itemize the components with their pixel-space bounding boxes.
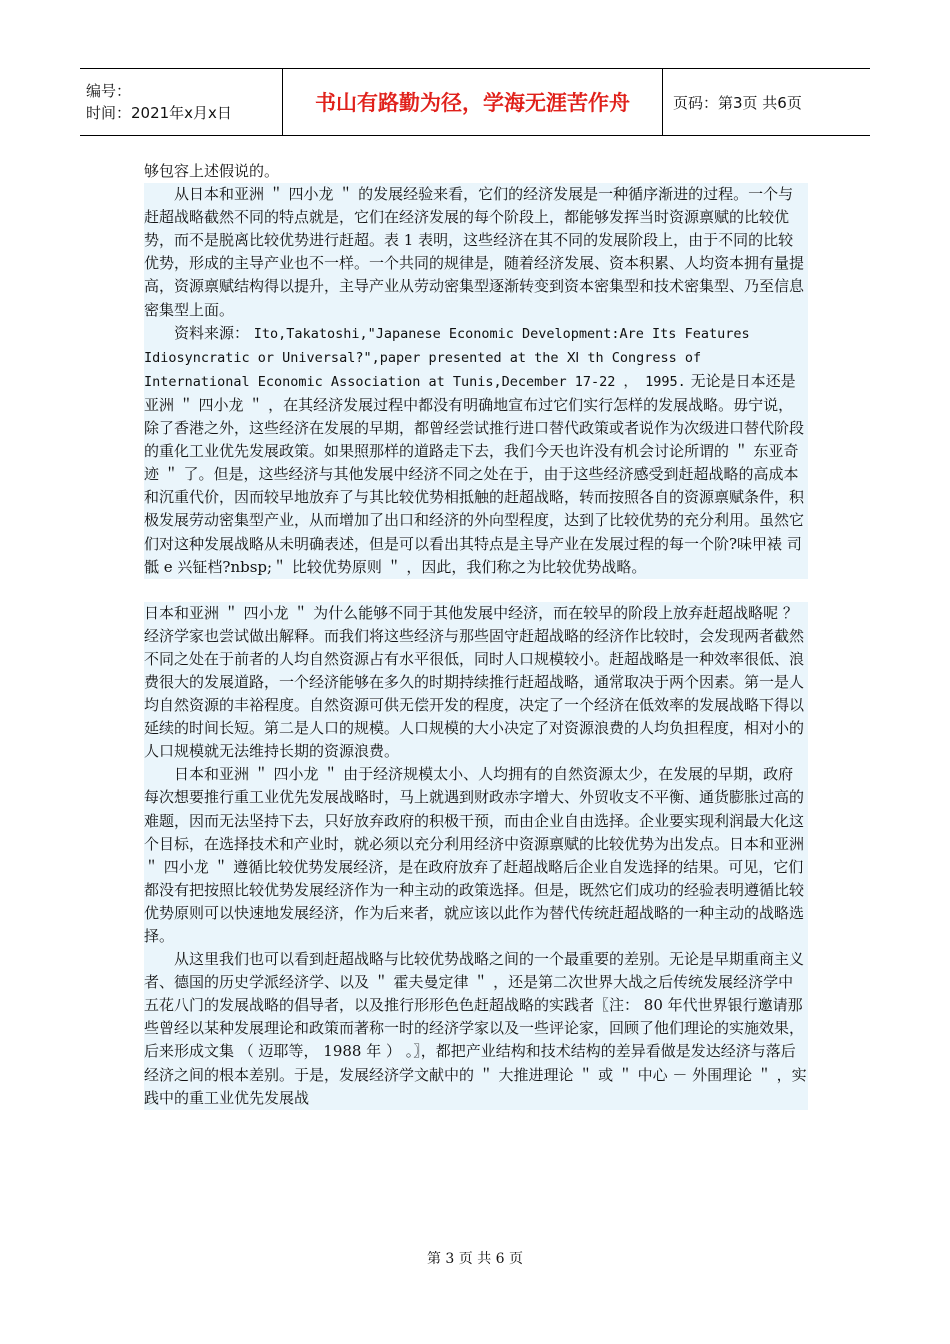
document-date-label: 时间：2021年x月x日 <box>86 104 232 122</box>
source-citation: Ito,Takatoshi,"Japanese Economic Development:Are Its Features Idiosyncratic or Universal?",paper presented at the Ⅺ th Congress of International Economic Association at Tunis,December 17-22 ， 1995. <box>144 325 750 390</box>
header-motto: 书山有路勤为径，学海无涯苦作舟 <box>315 91 630 115</box>
paragraph-4: 日本和亚洲 ＂ 四小龙 ＂ 为什么能够不同于其他发展中经济，而在较早的阶段上放弃赶超战略呢 ？ 经济学家也尝试做出解释。而我们将这些经济与那些固守赶超战略的经济作比较时，会发现两者截然不同之处在于前者的人均自然资源占有水平很低，同时人口规模较小。赶超战略是一种效率很低、浪费很大的发展道路，一个经济能够在多久的时期持续推行赶超战略，通常取决于两个因素。第一是人均自然资源的丰裕程度。自然资源可供无偿开发的程度，决定了一个经济在低效率的发展战略下得以延续的时间长短。第二是人口的规模。人口规模的大小决定了对资源浪费的人均负担程度，相对小的人口规模就无法维持长期的资源浪费。 <box>144 602 808 764</box>
paragraph-1: 够包容上述假说的。 <box>144 162 280 180</box>
header-motto-cell <box>283 69 663 135</box>
page-header <box>80 68 870 136</box>
document-number-label: 编号： <box>86 82 132 100</box>
header-meta <box>80 69 283 135</box>
paragraph-6: 从这里我们也可以看到赶超战略与比较优势战略之间的一个最重要的差别。无论是早期重商主义者、德国的历史学派经济学、以及 ＂ 霍夫曼定律 ＂ ，还是第二次世界大战之后传统发展经济学中五花八门的发展战略的倡导者，以及推行形形色色赶超战略的实践者〖注： 80 年代世界银行邀请那些曾经以某种发展理论和政策而著称一时的经济学家以及一些评论家，回顾了他们理论的实施效果，后来形成文集 （ 迈耶等， 1988 年 ） 。〗，都把产业结构和技术结构的差异看做是发达经济与落后经济之间的根本差别。于是，发展经济学文献中的 ＂ 大推进理论 ＂ 或 ＂ 中心 － 外围理论 ＂ ，实践中的重工业优先发展战 <box>144 948 808 1110</box>
paragraph-2: 从日本和亚洲 ＂ 四小龙 ＂ 的发展经验来看，它们的经济发展是一种循序渐进的过程。一个与赶超战略截然不同的特点就是，它们在经济发展的每个阶段上，都能够发挥当时资源禀赋的比较优势，而不是脱离比较优势进行赶超。表 1 表明，这些经济在其不同的发展阶段上，由于不同的比较优势，形成的主导产业也不一样。一个共同的规律是，随着经济发展、资本积累、人均资本拥有量提高，资源禀赋结构得以提升，主导产业从劳动密集型逐渐转变到资本密集型和技术密集型、乃至信息密集型上面。 <box>144 183 808 322</box>
paragraph-5: 日本和亚洲 ＂ 四小龙 ＂ 由于经济规模太小、人均拥有的自然资源太少，在发展的早期，政府每次想要推行重工业优先发展战略时，马上就遇到财政赤字增大、外贸收支不平衡、通货膨胀过高的难题，因而无法坚持下去，只好放弃政府的积极干预，而由企业自由选择。企业要实现利润最大化这个目标，在选择技术和产业时，就必须以充分利用经济中资源禀赋的比较优势为出发点。日本和亚洲 ＂ 四小龙 ＂ 遵循比较优势发展经济，是在政府放弃了赶超战略后企业自发选择的结果。可见，它们都没有把按照比较优势发展经济作为一种主动的政策选择。但是，既然它们成功的经验表明遵循比较优势原则可以快速地发展经济，作为后来者，就应该以此作为替代传统赶超战略的一种主动的战略选择。 <box>144 763 808 948</box>
page-footer: 第 3 页 共 6 页 <box>426 1251 524 1267</box>
paragraph-3 <box>144 322 808 579</box>
paragraph-gap <box>144 579 808 602</box>
source-label: 资料来源： <box>174 323 250 342</box>
document-body <box>144 160 808 1110</box>
header-page-cell <box>663 69 870 135</box>
header-page-number: 页码：第3页 共6页 <box>673 93 802 112</box>
paragraph-3-text: 无论是日本还是亚洲 ＂ 四小龙 ＂ ，在其经济发展过程中都没有明确地宣布过它们实行怎样的发展战略。毋宁说，除了香港之外，这些经济在发展的早期，都曾经尝试推行进口替代政策或者说作为次级进口替代阶段的重化工业优先发展政策。如果照那样的道路走下去，我们今天也许没有机会讨论所谓的 ＂ 东亚奇迹 ＂ 了。但是，这些经济与其他发展中经济不同之处在于，由于这些经济感受到赶超战略的高成本和沉重代价，因而较早地放弃了与其比较优势相抵触的赶超战略，转而按照各自的资源禀赋条件，积极发展劳动密集型产业，从而增加了出口和经济的外向型程度，达到了比较优势的充分利用。虽然它们对这种发展战略从未明确表述，但是可以看出其特点是主导产业在发展过程的每一个阶?味甲裱 司 骶 e 兴钲档?nbsp;＂ 比较优势原则 ＂ ，因此，我们称之为比较优势战略。 <box>144 371 805 576</box>
